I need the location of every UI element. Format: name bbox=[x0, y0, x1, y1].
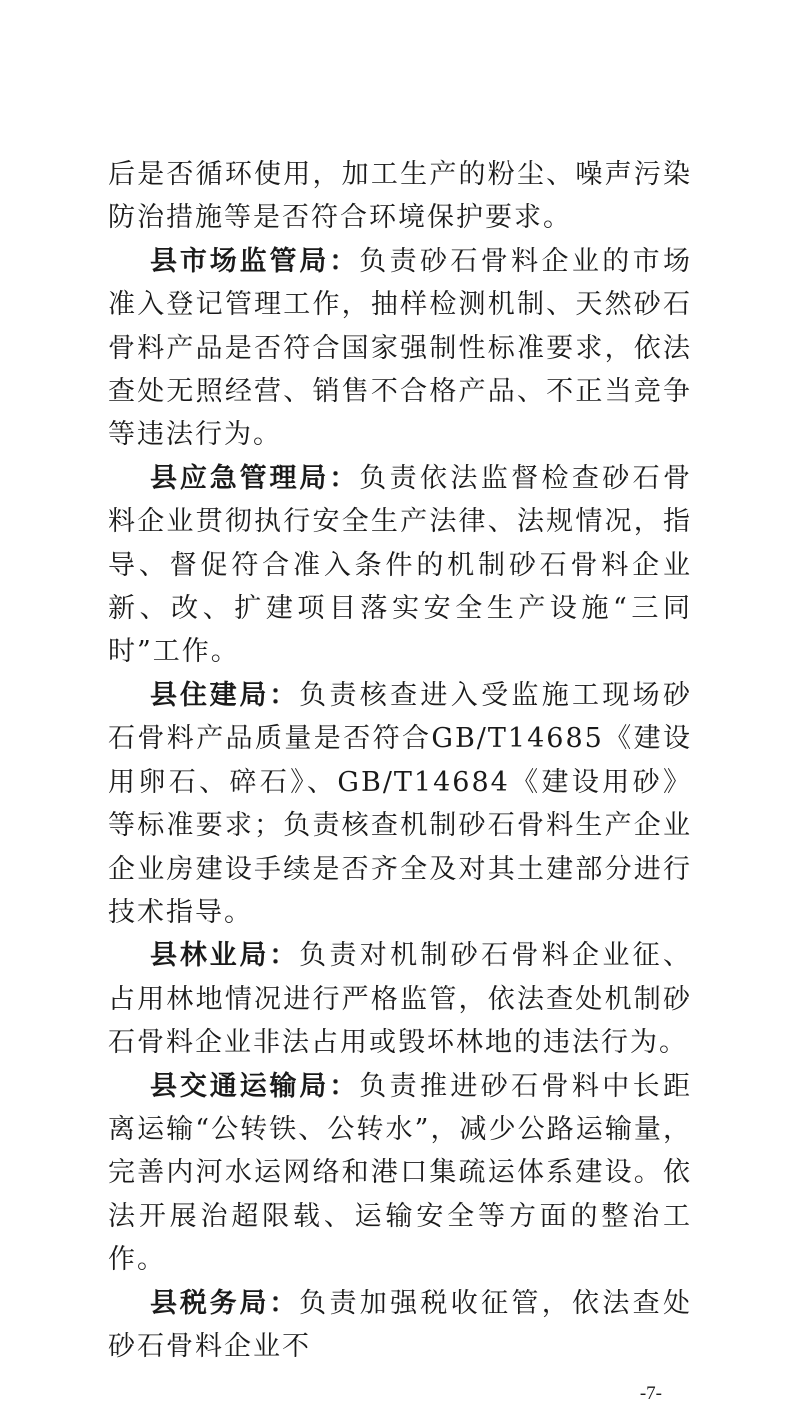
page-sheet bbox=[108, 153, 692, 1406]
document-body bbox=[108, 153, 692, 1368]
paragraph-text: 负责对机制砂石骨料企业征、占用林地情况进行严格监管，依法查处机制砂石骨料企业非法占用或毁坏林地的违法行为。 bbox=[108, 940, 693, 1059]
paragraph-emergency-management bbox=[108, 457, 692, 674]
paragraph-taxation bbox=[108, 1282, 692, 1369]
paragraph-lead: 县住建局： bbox=[150, 679, 300, 711]
paragraph-text: 负责加强税收征管，依法查处砂石骨料企业不 bbox=[108, 1287, 693, 1362]
paragraph-lead: 县林业局： bbox=[150, 940, 300, 972]
paragraph-forestry bbox=[108, 934, 692, 1064]
page-number: -7- bbox=[639, 1383, 662, 1405]
paragraph-market-supervision bbox=[108, 240, 692, 457]
paragraph-text: 负责推进砂石骨料中长距离运输“公转铁、公转水”，减少公路运输量，完善内河水运网络和港口集疏运体系建设。依法开展治超限载、运输安全等方面的整治工作。 bbox=[108, 1070, 693, 1276]
paragraph-lead: 县市场监管局： bbox=[150, 245, 360, 277]
paragraph-text: 负责依法监督检查砂石骨料企业贯彻执行安全生产法律、法规情况，指导、督促符合准入条件的机制砂石骨料企业新、改、扩建项目落实安全生产设施“三同时”工作。 bbox=[108, 462, 693, 668]
paragraph-lead: 县交通运输局： bbox=[150, 1070, 360, 1102]
paragraph-text: 负责砂石骨料企业的市场准入登记管理工作，抽样检测机制、天然砂石骨料产品是否符合国家强制性标准要求，依法查处无照经营、销售不合格产品、不正当竞争等违法行为。 bbox=[108, 245, 693, 451]
paragraph-housing-construction bbox=[108, 674, 692, 934]
paragraph-continuation bbox=[108, 153, 692, 240]
paragraph-lead: 县税务局： bbox=[150, 1287, 300, 1319]
paragraph-transport bbox=[108, 1065, 692, 1282]
paragraph-text: 负责核查进入受监施工现场砂石骨料产品质量是否符合GB/T14685《建设用卵石、碎石》、GB/T14684《建设用砂》等标准要求；负责核查机制砂石骨料生产企业企业房建设手续是否齐全及对其土建部分进行技术指导。 bbox=[108, 679, 693, 928]
paragraph-text: 后是否循环使用，加工生产的粉尘、噪声污染防治措施等是否符合环境保护要求。 bbox=[108, 159, 692, 234]
paragraph-lead: 县应急管理局： bbox=[150, 462, 360, 494]
